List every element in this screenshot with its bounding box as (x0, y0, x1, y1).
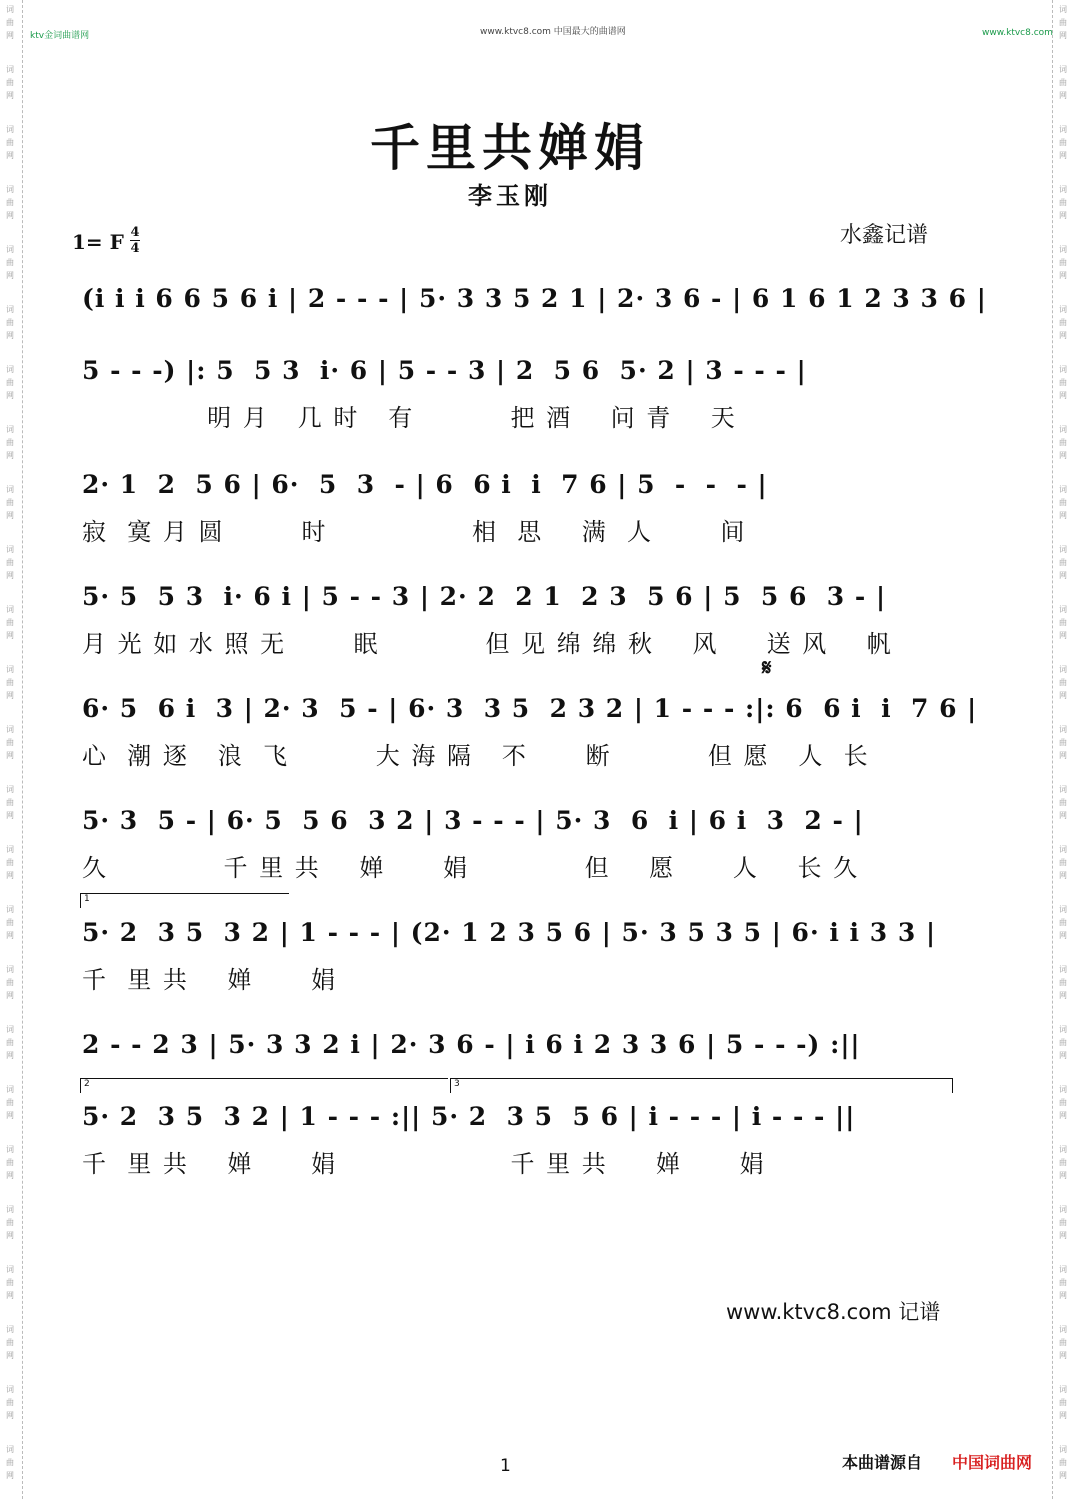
watermark-char: 网 (1059, 1351, 1067, 1360)
watermark-char: 网 (1059, 631, 1067, 640)
watermark-char: 网 (1059, 691, 1067, 700)
watermark-char: 曲 (1059, 1218, 1067, 1227)
segno-sign: 𝄋 (762, 656, 772, 681)
watermark-char: 词 (1059, 1325, 1067, 1334)
watermark-char: 词 (1059, 245, 1067, 254)
watermark-char: 曲 (6, 798, 14, 807)
watermark-char: 曲 (1059, 1458, 1067, 1467)
watermark-char: 曲 (1059, 978, 1067, 987)
watermark-char: 曲 (1059, 1278, 1067, 1287)
volta-bracket-2 (80, 1078, 448, 1093)
watermark-char: 网 (6, 31, 14, 40)
watermark-char: 词 (1059, 965, 1067, 974)
watermark-char: 词 (1059, 665, 1067, 674)
score-row: (i i i 6 6 5 6 i | 2 - - - | 5· 3 3 5 2 1 | 2· 3 6 - | 6 1 6 1 2 3 3 6 | (82, 284, 987, 313)
watermark-char: 曲 (1059, 738, 1067, 747)
watermark-char: 网 (1059, 331, 1067, 340)
watermark-char: 曲 (6, 1458, 14, 1467)
watermark-char: 词 (1059, 845, 1067, 854)
watermark-char: 曲 (6, 1098, 14, 1107)
watermark-char: 词 (1059, 1265, 1067, 1274)
watermark-char: 词 (6, 185, 14, 194)
lyric-row: 月 光 如 水 照 无 眠 但 见 绵 绵 秋 风 送 风 帆 (82, 630, 893, 658)
watermark-char: 曲 (6, 918, 14, 927)
watermark-char: 词 (1059, 1445, 1067, 1454)
volta-number: 1 (84, 894, 90, 904)
watermark-char: 网 (1059, 391, 1067, 400)
watermark-char: 网 (6, 1171, 14, 1180)
watermark-char: 词 (6, 425, 14, 434)
watermark-char: 词 (1059, 65, 1067, 74)
watermark-char: 曲 (6, 1278, 14, 1287)
watermark-char: 词 (1059, 605, 1067, 614)
watermark-char: 网 (6, 451, 14, 460)
lyric-row: 明 月 几 时 有 把 酒 问 青 天 (82, 404, 737, 432)
watermark-char: 词 (6, 845, 14, 854)
watermark-char: 网 (1059, 1291, 1067, 1300)
song-title: 千里共婵娟 (370, 118, 650, 177)
watermark-char: 曲 (6, 258, 14, 267)
watermark-char: 曲 (6, 498, 14, 507)
watermark-char: 词 (1059, 1145, 1067, 1154)
watermark-char: 词 (6, 1145, 14, 1154)
watermark-char: 曲 (1059, 1038, 1067, 1047)
time-signature-bottom: 4 (130, 241, 140, 256)
watermark-char: 网 (6, 271, 14, 280)
watermark-char: 词 (6, 305, 14, 314)
watermark-char: 词 (6, 665, 14, 674)
watermark-char: 网 (1059, 571, 1067, 580)
watermark-char: 词 (6, 125, 14, 134)
watermark-char: 曲 (1059, 918, 1067, 927)
watermark-char: 网 (6, 1231, 14, 1240)
watermark-char: 词 (1059, 425, 1067, 434)
lyric-row: 寂 寞 月 圆 时 相 思 满 人 间 (82, 518, 747, 546)
watermark-char: 曲 (6, 1398, 14, 1407)
watermark-char: 曲 (1059, 198, 1067, 207)
score-row: 5· 5 5 3 i· 6 i | 5 - - 3 | 2· 2 2 1 2 3 5 6 | 5 5 6 3 - | (82, 582, 887, 611)
watermark-char: 曲 (6, 198, 14, 207)
watermark-char: 网 (1059, 931, 1067, 940)
watermark-char: 曲 (6, 78, 14, 87)
source-label: 本曲谱源自 (842, 1453, 923, 1472)
watermark-char: 曲 (1059, 138, 1067, 147)
score-row: 5· 3 5 - | 6· 5 5 6 3 2 | 3 - - - | 5· 3 6 i | 6 i 3 2 - | (82, 806, 864, 835)
watermark-char: 词 (1059, 365, 1067, 374)
watermark-char: 网 (1059, 1111, 1067, 1120)
watermark-char: 网 (6, 931, 14, 940)
watermark-char: 曲 (1059, 618, 1067, 627)
watermark-char: 曲 (6, 18, 14, 27)
watermark-char: 曲 (1059, 558, 1067, 567)
watermark-char: 曲 (1059, 378, 1067, 387)
watermark-char: 曲 (1059, 1098, 1067, 1107)
lyric-row: 久 千 里 共 婵 娟 但 愿 人 长 久 (82, 854, 860, 882)
watermark-char: 网 (6, 631, 14, 640)
transcriber-credit: 水鑫记谱 (840, 223, 929, 248)
watermark-char: 词 (6, 245, 14, 254)
footer-credit: www.ktvc8.com 记谱 (726, 1300, 941, 1324)
time-signature (130, 226, 140, 255)
watermark-char: 网 (6, 1351, 14, 1360)
watermark-char: 词 (1059, 1025, 1067, 1034)
watermark-char: 网 (1059, 31, 1067, 40)
watermark-char: 网 (6, 691, 14, 700)
watermark-char: 曲 (1059, 1158, 1067, 1167)
header-right-site: www.ktvc8.com (982, 28, 1053, 38)
watermark-char: 曲 (6, 978, 14, 987)
watermark-char: 词 (6, 5, 14, 14)
watermark-char: 曲 (6, 558, 14, 567)
watermark-char: 词 (6, 485, 14, 494)
score-row: 5 - - -) |: 5 5 3 i· 6 | 5 - - 3 | 2 5 6 5· 2 | 3 - - - | (82, 356, 807, 385)
watermark-char: 网 (6, 1051, 14, 1060)
watermark-char: 曲 (6, 318, 14, 327)
watermark-char: 词 (6, 1025, 14, 1034)
watermark-char: 网 (1059, 811, 1067, 820)
volta-bracket-1 (80, 893, 289, 908)
watermark-char: 曲 (1059, 678, 1067, 687)
watermark-char: 词 (1059, 725, 1067, 734)
score-row: 2· 1 2 5 6 | 6· 5 3 - | 6 6 i i 7 6 | 5 - - - | (82, 470, 768, 499)
watermark-char: 曲 (1059, 858, 1067, 867)
watermark-char: 曲 (6, 858, 14, 867)
watermark-char: 词 (6, 1085, 14, 1094)
watermark-char: 词 (6, 905, 14, 914)
watermark-char: 网 (1059, 151, 1067, 160)
watermark-char: 网 (1059, 511, 1067, 520)
left-watermark-strip (0, 0, 23, 1499)
volta-bracket-3 (450, 1078, 953, 1093)
watermark-char: 曲 (1059, 1338, 1067, 1347)
watermark-char: 词 (1059, 125, 1067, 134)
watermark-char: 词 (6, 605, 14, 614)
watermark-char: 曲 (6, 738, 14, 747)
watermark-char: 网 (6, 391, 14, 400)
watermark-char: 曲 (6, 618, 14, 627)
watermark-char: 词 (1059, 185, 1067, 194)
watermark-char: 网 (1059, 1171, 1067, 1180)
watermark-char: 网 (1059, 1051, 1067, 1060)
watermark-char: 曲 (6, 438, 14, 447)
watermark-char: 曲 (1059, 438, 1067, 447)
watermark-char: 词 (6, 1445, 14, 1454)
watermark-char: 网 (1059, 871, 1067, 880)
watermark-char: 网 (6, 991, 14, 1000)
watermark-char: 网 (6, 571, 14, 580)
time-signature-top: 4 (130, 225, 140, 240)
watermark-char: 词 (1059, 905, 1067, 914)
watermark-char: 网 (1059, 1471, 1067, 1480)
watermark-char: 曲 (1059, 498, 1067, 507)
source-site-link[interactable]: 中国词曲网 (952, 1453, 1033, 1472)
watermark-char: 词 (6, 545, 14, 554)
watermark-char: 曲 (1059, 18, 1067, 27)
watermark-char: 网 (1059, 91, 1067, 100)
watermark-char: 词 (1059, 1385, 1067, 1394)
watermark-char: 词 (1059, 545, 1067, 554)
watermark-char: 网 (6, 1471, 14, 1480)
watermark-char: 词 (1059, 5, 1067, 14)
watermark-char: 网 (1059, 751, 1067, 760)
watermark-char: 词 (1059, 1205, 1067, 1214)
watermark-char: 网 (6, 1111, 14, 1120)
watermark-char: 曲 (6, 678, 14, 687)
right-watermark-strip (1052, 0, 1074, 1499)
watermark-char: 词 (6, 1265, 14, 1274)
watermark-char: 网 (6, 211, 14, 220)
watermark-char: 曲 (6, 1338, 14, 1347)
watermark-char: 词 (6, 1325, 14, 1334)
watermark-char: 网 (1059, 1411, 1067, 1420)
watermark-char: 曲 (1059, 78, 1067, 87)
watermark-char: 曲 (6, 1158, 14, 1167)
watermark-char: 网 (1059, 451, 1067, 460)
watermark-char: 词 (6, 365, 14, 374)
watermark-char: 网 (6, 91, 14, 100)
watermark-char: 词 (6, 725, 14, 734)
score-row: 5· 2 3 5 3 2 | 1 - - - :|| 5· 2 3 5 5 6 | i - - - | i - - - || (82, 1102, 856, 1131)
watermark-char: 曲 (1059, 258, 1067, 267)
header-left-site: ktv金词曲谱网 (30, 31, 90, 41)
watermark-char: 网 (1059, 991, 1067, 1000)
watermark-char: 词 (6, 1385, 14, 1394)
watermark-char: 网 (6, 151, 14, 160)
watermark-char: 网 (1059, 1231, 1067, 1240)
watermark-char: 网 (1059, 211, 1067, 220)
singer-name: 李玉刚 (468, 182, 552, 210)
page-number: 1 (500, 1456, 511, 1476)
watermark-char: 曲 (6, 378, 14, 387)
watermark-char: 词 (1059, 485, 1067, 494)
lyric-row: 千 里 共 婵 娟 千 里 共 婵 娟 (82, 1150, 766, 1178)
lyric-row: 千 里 共 婵 娟 (82, 966, 338, 994)
watermark-char: 词 (6, 785, 14, 794)
volta-number: 2 (84, 1079, 90, 1089)
watermark-char: 网 (6, 751, 14, 760)
watermark-char: 词 (1059, 305, 1067, 314)
watermark-char: 词 (1059, 785, 1067, 794)
watermark-char: 网 (6, 871, 14, 880)
watermark-char: 曲 (6, 138, 14, 147)
watermark-char: 曲 (6, 1218, 14, 1227)
score-row: 5· 2 3 5 3 2 | 1 - - - | (2· 1 2 3 5 6 | 5· 3 5 3 5 | 6· i i 3 3 | (82, 918, 937, 947)
watermark-char: 曲 (1059, 318, 1067, 327)
watermark-char: 网 (6, 331, 14, 340)
score-row: 6· 5 6 i 3 | 2· 3 5 - | 6· 3 3 5 2 3 2 | 1 - - - :|: 6 6 i i 7 6 | (82, 694, 978, 723)
lyric-row: 心 潮 逐 浪 飞 大 海 隔 不 断 但 愿 人 长 (82, 742, 870, 770)
key-signature: 1= F (72, 230, 124, 254)
watermark-char: 词 (1059, 1085, 1067, 1094)
watermark-char: 词 (6, 65, 14, 74)
watermark-char: 词 (6, 1205, 14, 1214)
watermark-char: 网 (6, 511, 14, 520)
watermark-char: 网 (1059, 271, 1067, 280)
watermark-char: 曲 (1059, 1398, 1067, 1407)
watermark-char: 词 (6, 965, 14, 974)
watermark-char: 曲 (6, 1038, 14, 1047)
watermark-char: 网 (6, 1411, 14, 1420)
watermark-char: 曲 (1059, 798, 1067, 807)
watermark-char: 网 (6, 1291, 14, 1300)
header-center-site: www.ktvc8.com 中国最大的曲谱网 (480, 27, 626, 37)
score-row: 2 - - 2 3 | 5· 3 3 2 i | 2· 3 6 - | i 6 i 2 3 3 6 | 5 - - -) :|| (82, 1030, 861, 1059)
watermark-char: 网 (6, 811, 14, 820)
volta-number: 3 (454, 1079, 460, 1089)
